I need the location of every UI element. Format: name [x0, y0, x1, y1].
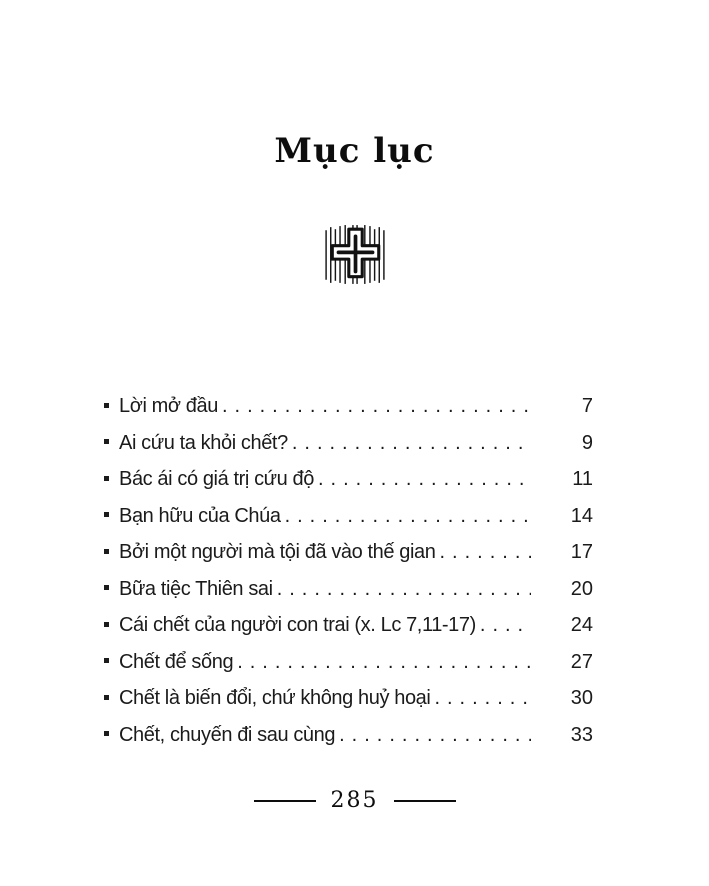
toc-entry-page-number: 20 [570, 577, 593, 600]
ornament-container [0, 223, 709, 292]
toc-entry-page-number: 9 [581, 431, 593, 454]
toc-entry-title: Chết, chuyến đi sau cùng [119, 723, 336, 746]
page-footer [0, 788, 709, 813]
table-of-contents [104, 393, 593, 758]
bullet-square-icon [104, 403, 109, 408]
toc-entry-page-number: 17 [570, 541, 593, 563]
toc-entry-title: Chết để sống [119, 650, 234, 673]
toc-entry[interactable] [104, 503, 593, 529]
dot-leader [339, 722, 531, 748]
dot-leader [237, 649, 531, 675]
dot-leader [480, 612, 531, 638]
toc-entry[interactable] [104, 685, 593, 711]
toc-entry[interactable] [104, 393, 593, 419]
toc-entry-title: Bởi một người mà tội đã vào thế gian [119, 541, 436, 563]
bullet-square-icon [104, 439, 109, 444]
toc-entry[interactable] [104, 539, 593, 565]
toc-entry-page-number: 27 [570, 650, 593, 673]
dot-leader [277, 576, 531, 602]
toc-entry[interactable] [104, 649, 593, 675]
dot-leader [434, 685, 531, 711]
toc-entry-page-number: 7 [581, 395, 593, 417]
toc-entry-title: Ai cứu ta khỏi chết? [119, 431, 288, 454]
toc-entry[interactable] [104, 466, 593, 492]
dot-leader [318, 466, 531, 492]
dot-leader [292, 430, 531, 456]
toc-entry-title: Cái chết của người con trai (x. Lc 7,11-17) [119, 614, 476, 636]
toc-entry-page-number: 33 [570, 723, 593, 746]
toc-entry-page-number: 11 [572, 468, 593, 490]
bullet-square-icon [104, 549, 109, 554]
bullet-square-icon [104, 585, 109, 590]
toc-entry[interactable] [104, 612, 593, 638]
bullet-square-icon [104, 658, 109, 663]
toc-entry-page-number: 24 [570, 614, 593, 636]
toc-entry-title: Bữa tiệc Thiên sai [119, 577, 273, 600]
bullet-square-icon [104, 476, 109, 481]
toc-entry-title: Bạn hữu của Chúa [119, 504, 281, 527]
toc-entry[interactable] [104, 576, 593, 602]
folio-page-number: 285 [330, 788, 379, 813]
toc-entry-title: Chết là biến đổi, chứ không huỷ hoại [119, 687, 431, 709]
dot-leader [222, 393, 531, 419]
cross-ornament-icon [319, 223, 391, 287]
toc-entry-page-number: 30 [570, 687, 593, 709]
bullet-square-icon [104, 512, 109, 517]
footer-rule-left [254, 800, 316, 802]
bullet-square-icon [104, 695, 109, 700]
toc-entry[interactable] [104, 430, 593, 456]
page-title: Mục lục [274, 131, 435, 171]
dot-leader [440, 539, 532, 565]
dot-leader [285, 503, 531, 529]
bullet-square-icon [104, 731, 109, 736]
toc-entry[interactable] [104, 722, 593, 748]
bullet-square-icon [104, 622, 109, 627]
toc-entry-title: Lời mở đầu [119, 395, 218, 417]
footer-rule-right [394, 800, 456, 802]
toc-entry-title: Bác ái có giá trị cứu độ [119, 468, 314, 490]
toc-entry-page-number: 14 [570, 504, 593, 527]
